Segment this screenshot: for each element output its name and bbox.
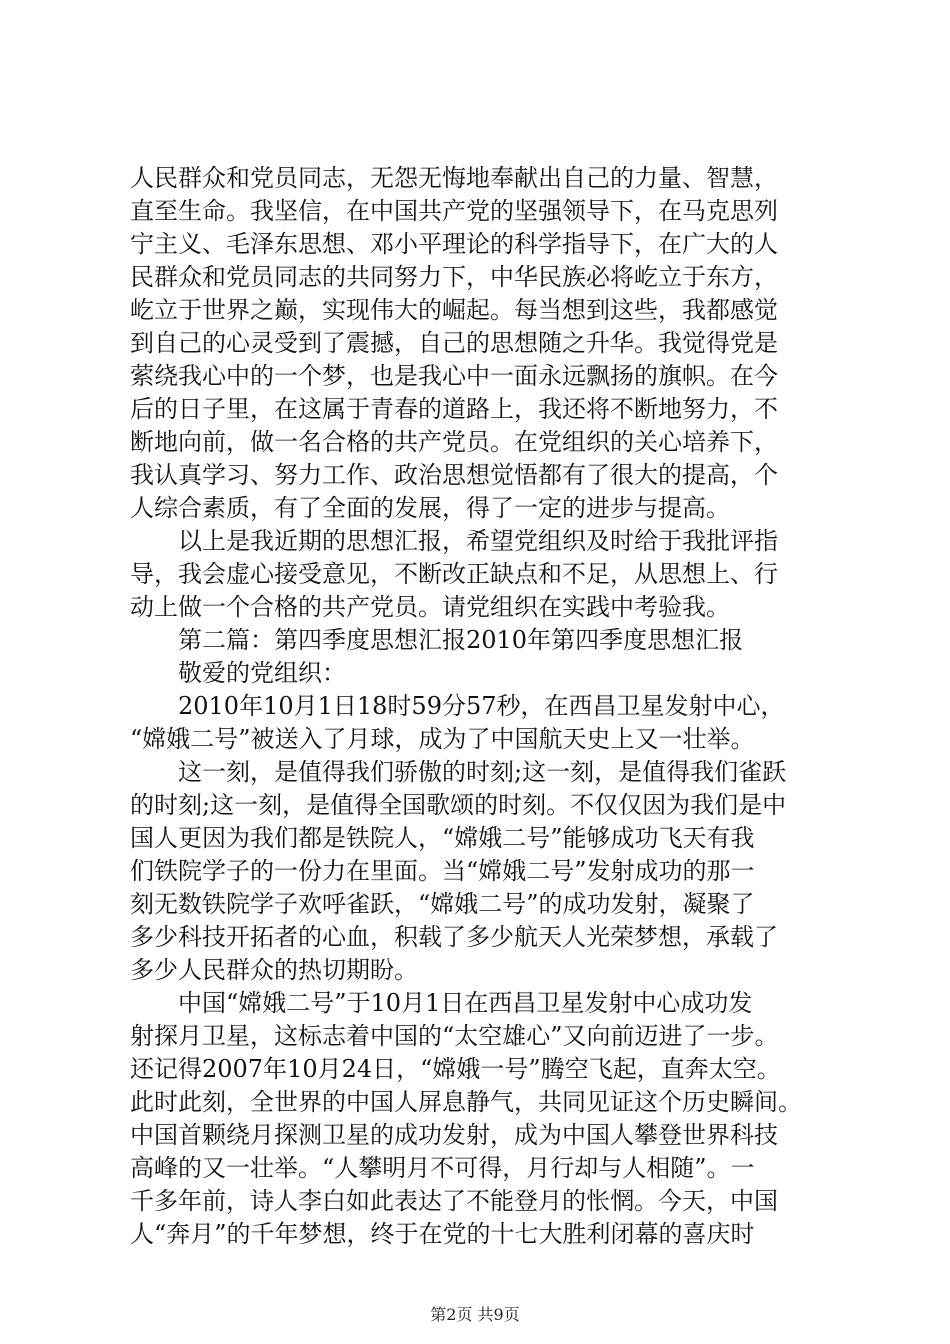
text-line: 直至生命。我坚信，在中国共产党的坚强领导下，在马克思列	[130, 197, 778, 225]
text-line: 们铁院学子的一份力在里面。当“嫦娥二号”发射成功的那一	[130, 857, 755, 885]
text-line: 中国首颗绕月探测卫星的成功发射，成为中国人攀登世界科技	[130, 1121, 778, 1149]
text-line: 刻无数铁院学子欢呼雀跃，“嫦娥二号”的成功发射，凝聚了	[130, 890, 755, 918]
text-line: 高峰的又一壮举。“人攀明月不可得，月行却与人相随”。一	[130, 1154, 755, 1182]
text-line: 屹立于世界之巅，实现伟大的崛起。每当想到这些，我都感觉	[130, 296, 778, 324]
text-line: 到自己的心灵受到了震撼，自己的思想随之升华。我觉得党是	[130, 329, 778, 357]
text-line: 萦绕我心中的一个梦，也是我心中一面永远飘扬的旗帜。在今	[130, 362, 778, 390]
text-line: 我认真学习、努力工作、政治思想觉悟都有了很大的提高，个	[130, 461, 778, 489]
text-line: 动上做一个合格的共产党员。请党组织在实践中考验我。	[130, 593, 730, 621]
text-line: 还记得2007年10月24日，“嫦娥一号”腾空飞起，直奔太空。	[130, 1055, 781, 1083]
text-line: 后的日子里，在这属于青春的道路上，我还将不断地努力，不	[130, 395, 778, 423]
text-line: 民群众和党员同志的共同努力下，中华民族必将屹立于东方，	[130, 263, 778, 291]
text-line: 中国“嫦娥二号”于10月1日在西昌卫星发射中心成功发	[130, 989, 753, 1017]
text-line: 人综合素质，有了全面的发展，得了一定的进步与提高。	[130, 494, 730, 522]
text-line: 的时刻;这一刻，是值得全国歌颂的时刻。不仅仅因为我们是中	[130, 791, 787, 819]
page-number-footer: 第2页 共9页	[430, 1305, 520, 1324]
text-line: 此时此刻，全世界的中国人屏息静气，共同见证这个历史瞬间。	[130, 1088, 802, 1116]
text-line: 多少科技开拓者的心血，积载了多少航天人光荣梦想，承载了	[130, 923, 778, 951]
text-line: “嫦娥二号”被送入了月球，成为了中国航天史上又一壮举。	[130, 725, 755, 753]
salutation: 敬爱的党组织：	[130, 659, 346, 687]
text-line: 宁主义、毛泽东思想、邓小平理论的科学指导下，在广大的人	[130, 230, 778, 258]
text-line: 以上是我近期的思想汇报，希望党组织及时给于我批评指	[130, 527, 778, 555]
text-line: 多少人民群众的热切期盼。	[130, 956, 418, 984]
text-line: 这一刻，是值得我们骄傲的时刻;这一刻，是值得我们雀跃	[130, 758, 787, 786]
text-line: 导，我会虚心接受意见，不断改正缺点和不足，从思想上、行	[130, 560, 778, 588]
text-line: 射探月卫星，这标志着中国的“太空雄心”又向前迈进了一步。	[130, 1022, 779, 1050]
text-line: 断地向前，做一名合格的共产党员。在党组织的关心培养下，	[130, 428, 778, 456]
text-line: 人“奔月”的千年梦想，终于在党的十七大胜利闭幕的喜庆时	[130, 1220, 755, 1248]
document-body	[130, 162, 850, 1251]
text-line: 人民群众和党员同志，无怨无悔地奉献出自己的力量、智慧，	[130, 164, 778, 192]
text-line: 国人更因为我们都是铁院人，“嫦娥二号”能够成功飞天有我	[130, 824, 755, 852]
section-heading: 第二篇：第四季度思想汇报2010年第四季度思想汇报	[130, 626, 744, 654]
text-line: 2010年10月1日18时59分57秒，在西昌卫星发射中心，	[130, 692, 785, 720]
text-line: 千多年前，诗人李白如此表达了不能登月的怅惘。今天，中国	[130, 1187, 778, 1215]
